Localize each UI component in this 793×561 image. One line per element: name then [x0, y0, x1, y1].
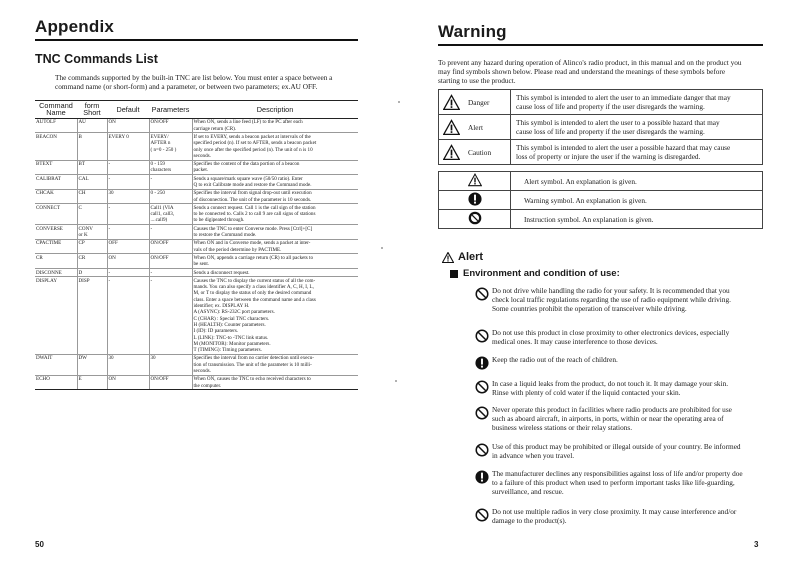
- description-line: L (LINK): TNC-to -TNC link status.: [193, 334, 269, 341]
- cell-default: -: [107, 204, 149, 225]
- hazard-level-symbol: [439, 90, 511, 115]
- symbol-row: [439, 210, 763, 229]
- scan-dot: [395, 380, 397, 382]
- col-header-command-line2: Name: [46, 108, 66, 118]
- cell-default: ON: [107, 254, 149, 269]
- description-line: Sends a disconnect request.: [193, 269, 250, 276]
- warning-item-line: Do not drive while handling the radio for your safety. It is recommended that you: [492, 286, 730, 295]
- short-form: B: [78, 133, 82, 140]
- param-line: EVERY/: [150, 133, 169, 140]
- cell-command: CONVERSE: [35, 225, 77, 240]
- description-line: to be digipeated through.: [193, 217, 245, 224]
- instruction-circle-icon: [468, 211, 482, 225]
- warning-item-line: Do not use multiple radios in very close proximity. It may cause interference and/or: [492, 507, 737, 516]
- table-row: [35, 354, 358, 375]
- short-form: AU: [78, 119, 86, 126]
- tnc-commands-table: [35, 100, 358, 390]
- cell-command: CONNECT: [35, 204, 77, 225]
- table-row: [35, 118, 358, 133]
- cell-command: CHCAK: [35, 189, 77, 204]
- warning-item-line: such as aboard aircraft, in airports, in ports, within or near the operating area of: [492, 414, 724, 424]
- description-line: carriage return (CR).: [193, 125, 237, 132]
- cell-description: [192, 239, 358, 254]
- col-header-form: [77, 101, 107, 119]
- param-line: -: [150, 225, 153, 232]
- scan-dot: [381, 247, 383, 249]
- description-line: When ON, causes the TNC to echo received characters to: [193, 376, 311, 383]
- param-line: 30: [150, 355, 156, 362]
- intro-line-1: The commands supported by the built-in TNC are list below. You must enter a space between a: [55, 73, 333, 82]
- prohibition-icon: [475, 329, 489, 343]
- hazard-level-text-line: cause loss of life and property if the user disregards the warning.: [516, 102, 705, 111]
- description-line: specified period (n). If set to AFTER, sends a beacon packet: [193, 140, 317, 147]
- alert-triangle-icon: [443, 119, 460, 136]
- cell-command: BEACON: [35, 133, 77, 160]
- description-line: Specifies the interval from no carrier detection until execu-: [193, 355, 315, 362]
- cell-params: [149, 118, 192, 133]
- description-line: Specifies the content of the data portion of a beacon: [193, 161, 300, 168]
- title-rule: [35, 39, 358, 41]
- prohibition-icon: [475, 287, 489, 301]
- cell-short: [77, 375, 107, 390]
- cell-description: [192, 277, 358, 355]
- cell-params: [149, 189, 192, 204]
- cell-description: [192, 133, 358, 160]
- col-header-default: Default: [107, 101, 149, 119]
- symbol-cell: [439, 172, 511, 191]
- warning-item: [475, 286, 765, 313]
- warning-item-line: damage to the product(s).: [492, 516, 567, 526]
- title-rule: [438, 44, 763, 46]
- alert-triangle-icon: [443, 144, 460, 161]
- warning-item: [475, 442, 765, 460]
- short-form-alt: or K: [78, 232, 88, 239]
- hazard-level-text-line: This symbol is intended to alert the user to a possible hazard that may: [516, 118, 720, 127]
- warning-exclamation-icon: [468, 192, 482, 206]
- warning-item: [475, 328, 765, 346]
- description-line: M, or T to display the status of only the desired command: [193, 290, 312, 297]
- warning-item-line: business wireless stations or their relay stations.: [492, 423, 633, 433]
- symbol-explanation: Instruction symbol. An explanation is given.: [511, 210, 763, 229]
- page-number: 3: [754, 540, 759, 549]
- cell-params: [149, 175, 192, 190]
- cell-default: -: [107, 225, 149, 240]
- description-line: mands. You can also specify a class identifier A, C, H, I, L,: [193, 284, 314, 291]
- param-line: -: [150, 277, 153, 284]
- cell-command: CR: [35, 254, 77, 269]
- table-body: [35, 118, 358, 390]
- col-header-command: [35, 101, 77, 119]
- warning-item-text: [492, 355, 618, 364]
- warning-item-line: The manufacturer declines any responsibilities against loss of life and/or property doe: [492, 469, 743, 478]
- warning-item: [475, 469, 765, 496]
- cell-short: [77, 269, 107, 277]
- warning-item-text: [492, 442, 741, 460]
- alert-heading: [442, 251, 483, 263]
- table-row: [35, 225, 358, 240]
- description-line: seconds.: [193, 152, 211, 159]
- param-line: 0 - 159: [150, 161, 165, 168]
- hazard-level-text-line: cause loss of life and property if the user disregards the warning.: [516, 127, 705, 136]
- description-line: C (CHAR) : Special TNC characters.: [193, 315, 270, 322]
- cell-default: ON: [107, 118, 149, 133]
- warning-item-line: Never operate this product in facilities where radio products are prohibited for use: [492, 405, 732, 414]
- cell-description: [192, 354, 358, 375]
- symbol-row: [439, 172, 763, 191]
- short-form: E: [78, 376, 82, 383]
- cell-description: [192, 160, 358, 175]
- param-line: ON/OFF: [150, 240, 169, 247]
- description-line: Sends a square/mark square wave (50/50 ratio). Enter: [193, 175, 303, 182]
- warning-item-text: [492, 379, 728, 397]
- warning-exclamation-icon: [475, 470, 489, 484]
- cell-short: [77, 118, 107, 133]
- cell-command: DISPLAY: [35, 277, 77, 355]
- cell-short: [77, 277, 107, 355]
- symbol-legend-table: [438, 171, 763, 229]
- param-line: ON/OFF: [150, 376, 169, 383]
- cell-description: [192, 118, 358, 133]
- description-line: H (HEALTH): Counter parameters.: [193, 321, 266, 328]
- description-line: Causes the TNC to display the current status of all the com-: [193, 277, 316, 284]
- short-form: CH: [78, 190, 86, 197]
- cell-command: CALIBRAT: [35, 175, 77, 190]
- cell-command: DWAIT: [35, 354, 77, 375]
- warning-item-text: [492, 507, 736, 525]
- hazard-level-row: [439, 140, 763, 165]
- square-bullet-icon: [450, 270, 458, 278]
- hazard-level-text: [511, 140, 763, 165]
- cell-description: [192, 189, 358, 204]
- table-row: [35, 133, 358, 160]
- alert-triangle-icon: [443, 94, 460, 111]
- hazard-level-text-line: loss of property or injure the user if the warning is disregarded.: [516, 152, 701, 161]
- intro-line-1: To prevent any hazard during operation of Alinco's radio product, in this manual and on the product you: [438, 58, 742, 67]
- warning-item-line: Rinse with plenty of cold water if the liquid contacted your skin.: [492, 388, 681, 398]
- description-line: If set to EVERY, sends a beacon packet at intervals of the: [193, 133, 311, 140]
- description-line: M (MONITOR): Monitor parameters.: [193, 340, 271, 347]
- short-form: CAL: [78, 175, 89, 182]
- cell-command: BTEXT: [35, 160, 77, 175]
- symbol-cell: [439, 191, 511, 210]
- cell-description: [192, 204, 358, 225]
- short-form: BT: [78, 161, 86, 168]
- warning-item: [475, 355, 765, 370]
- warning-exclamation-icon: [475, 356, 489, 370]
- symbol-explanation: Alert symbol. An explanation is given.: [511, 172, 763, 191]
- cell-default: EVERY 0: [107, 133, 149, 160]
- description-line: tion of transmission. The unit of the parameter is 10 milli-: [193, 361, 312, 368]
- description-line: A (ASYNC): RS-232C port parameters.: [193, 309, 275, 316]
- cell-command: DISCONNE: [35, 269, 77, 277]
- cell-description: [192, 225, 358, 240]
- cell-description: [192, 254, 358, 269]
- cell-default: -: [107, 277, 149, 355]
- cell-short: [77, 133, 107, 160]
- description-line: of disconnection. The unit of the parameter is 10 seconds.: [193, 196, 312, 203]
- description-line: When ON, sends a line feed (LF) to the PC after each: [193, 119, 303, 126]
- table-row: [35, 204, 358, 225]
- cell-short: [77, 225, 107, 240]
- cell-default: 30: [107, 354, 149, 375]
- short-form: DISP: [78, 277, 90, 284]
- cell-default: -: [107, 175, 149, 190]
- hazard-level-label-wrap: [443, 144, 506, 161]
- alert-triangle-icon: [468, 173, 482, 187]
- warning-item-line: Some countries prohibit the operation of transceiver while driving.: [492, 304, 687, 314]
- table-header: [35, 101, 358, 119]
- cell-default: 30: [107, 189, 149, 204]
- warning-item-line: check local traffic regulations regarding the use of radio equipment while driving.: [492, 295, 731, 305]
- table-row: [35, 160, 358, 175]
- table-row: [35, 189, 358, 204]
- prohibition-icon: [475, 508, 489, 522]
- warning-item-line: medical ones. It may cause interference to those devices.: [492, 337, 658, 347]
- hazard-level-text: [511, 115, 763, 140]
- param-line: ....call9): [150, 217, 168, 224]
- hazard-level-label: Danger: [468, 97, 490, 107]
- cell-command: CPACTIME: [35, 239, 77, 254]
- param-line: characters: [150, 167, 172, 174]
- environment-heading-text: Environment and condition of use:: [463, 268, 620, 279]
- warning-item-line: Keep the radio out of the reach of children.: [492, 355, 618, 364]
- intro-line-2: command name (or short-form) and a parameter, or between two parameters; ex.AU OFF.: [55, 82, 318, 91]
- description-line: Causes the TNC to enter Converse mode. Press [Ctrl]+[C]: [193, 225, 313, 232]
- symbol-legend-body: [439, 172, 763, 229]
- cell-params: [149, 354, 192, 375]
- cell-params: [149, 254, 192, 269]
- description-line: packet.: [193, 167, 209, 174]
- param-line: Call1 (VIA: [150, 204, 174, 211]
- prohibition-icon: [475, 443, 489, 457]
- cell-short: [77, 254, 107, 269]
- table-row: [35, 277, 358, 355]
- cell-short: [77, 175, 107, 190]
- scan-dot: [398, 101, 400, 103]
- description-line: T (TIMING): Timing parameters.: [193, 347, 262, 354]
- col-header-desc: Description: [192, 101, 358, 119]
- warning-item-line: Do not use this product in close proximity to other electronics devices, especially: [492, 328, 730, 337]
- hazard-level-text-line: This symbol is intended to alert the user a possible hazard that may cause: [516, 143, 731, 152]
- description-line: class. Enter a space between the command name and a class: [193, 296, 316, 303]
- param-line: 0 - 250: [150, 190, 165, 197]
- hazard-levels-table: [438, 89, 763, 165]
- alert-heading-text: Alert: [458, 251, 484, 263]
- param-line: ( n=0 - 250 ): [150, 146, 177, 153]
- warning-item: [475, 379, 765, 397]
- description-line: vals of the period determine by PACTIME.: [193, 246, 282, 253]
- description-line: Sends a connect request. Call 1 is the call sign of the station: [193, 204, 316, 211]
- cell-description: [192, 269, 358, 277]
- description-line: be sent.: [193, 261, 210, 268]
- description-line: identifier; ex. DISPLAY H.: [193, 303, 250, 310]
- table-row: [35, 254, 358, 269]
- warning-item-text: [492, 328, 729, 346]
- description-line: seconds.: [193, 368, 211, 374]
- cell-description: [192, 375, 358, 390]
- description-line: Specifies the interval from signal drop-out until execution: [193, 190, 312, 197]
- warning-item-line: In case a liquid leaks from the product, do not touch it. It may damage your skin.: [492, 379, 729, 388]
- page-number: 50: [35, 540, 44, 549]
- param-line: -: [150, 175, 153, 182]
- cell-params: [149, 239, 192, 254]
- cell-params: [149, 375, 192, 390]
- param-line: ON/OFF: [150, 119, 169, 126]
- cell-short: [77, 354, 107, 375]
- warning-item: [475, 507, 765, 525]
- short-form: DW: [78, 355, 87, 362]
- param-line: call1, call3,: [150, 211, 175, 218]
- description-line: I (ID): ID parameters.: [193, 328, 239, 335]
- table-row: [35, 239, 358, 254]
- warning-item-line: in advance when you travel.: [492, 451, 575, 461]
- hazard-level-row: [439, 115, 763, 140]
- col-header-form-line1: form: [84, 101, 100, 110]
- cell-default: OFF: [107, 239, 149, 254]
- warning-item-text: [492, 405, 732, 432]
- cell-default: -: [107, 160, 149, 175]
- cell-params: [149, 133, 192, 160]
- param-line: AFTER n: [150, 140, 171, 147]
- hazard-levels-body: [439, 90, 763, 165]
- cell-command: ECHO: [35, 375, 77, 390]
- prohibition-icon: [475, 406, 489, 420]
- hazard-level-label-wrap: [443, 94, 506, 111]
- description-line: to be connected to. Calls 2 to call 9 are call signs of stations: [193, 211, 316, 218]
- page-title: Appendix: [35, 17, 115, 36]
- table-row: [35, 269, 358, 277]
- prohibition-icon: [475, 380, 489, 394]
- col-header-form-line2: Short: [83, 108, 101, 118]
- col-header-command-line1: Command: [39, 101, 73, 110]
- hazard-level-row: [439, 90, 763, 115]
- description-line: When ON and in Converse mode, sends a packet at inter-: [193, 240, 311, 247]
- cell-short: [77, 189, 107, 204]
- cell-params: [149, 225, 192, 240]
- cell-description: [192, 175, 358, 190]
- cell-short: [77, 239, 107, 254]
- short-form: C: [78, 204, 82, 211]
- cell-params: [149, 277, 192, 355]
- section-title: TNC Commands List: [35, 52, 158, 66]
- symbol-cell: [439, 210, 511, 229]
- cell-short: [77, 204, 107, 225]
- cell-command: AUTOLF: [35, 118, 77, 133]
- intro-line-3: starting to use the product.: [438, 76, 516, 85]
- table-row: [35, 375, 358, 390]
- description-line: the computer.: [193, 382, 222, 389]
- warning-item: [475, 405, 765, 432]
- symbol-row: [439, 191, 763, 210]
- warning-item-line: Use of this product may be prohibited or illegal outside of your country. Be informed: [492, 442, 741, 451]
- cell-default: -: [107, 269, 149, 277]
- alert-triangle-icon: [442, 252, 454, 263]
- hazard-level-symbol: [439, 115, 511, 140]
- cell-params: [149, 160, 192, 175]
- symbol-explanation: Warning symbol. An explanation is given.: [511, 191, 763, 210]
- hazard-level-label: Alert: [468, 122, 483, 132]
- cell-params: [149, 269, 192, 277]
- table-row: [35, 175, 358, 190]
- col-header-params: Parameters: [149, 101, 192, 119]
- intro-line-2: may find symbols shown below. Please read and understand the meanings of these symbols before: [438, 67, 726, 76]
- description-line: Q to exit Calibrate mode and restore the Command mode.: [193, 181, 312, 188]
- page-title: Warning: [438, 22, 507, 41]
- hazard-level-symbol: [439, 140, 511, 165]
- hazard-level-label-wrap: [443, 119, 506, 136]
- cell-params: [149, 204, 192, 225]
- short-form: CR: [78, 254, 86, 261]
- param-line: -: [150, 269, 153, 276]
- warning-item-text: [492, 286, 731, 313]
- cell-default: ON: [107, 375, 149, 390]
- hazard-level-label: Caution: [468, 147, 492, 157]
- hazard-level-text-line: This symbol is intended to alert the user to an immediate danger that may: [516, 93, 731, 102]
- warning-item-text: [492, 469, 743, 496]
- short-form: CP: [78, 240, 85, 247]
- param-line: ON/OFF: [150, 254, 169, 261]
- environment-heading: [450, 268, 620, 279]
- cell-short: [77, 160, 107, 175]
- warning-item-line: to a failure of this product when used to perform important tasks like life-guarding,: [492, 478, 735, 488]
- short-form: CONV: [78, 225, 93, 232]
- description-line: When ON, appends a carriage return (CR) to all packets to: [193, 254, 314, 261]
- short-form: D: [78, 269, 83, 276]
- hazard-level-text: [511, 90, 763, 115]
- description-line: to restore the Command mode.: [193, 232, 257, 239]
- description-line: only once after the specified period (n). The unit of n is 10: [193, 146, 313, 153]
- warning-item-line: surveillance, and rescue.: [492, 487, 564, 497]
